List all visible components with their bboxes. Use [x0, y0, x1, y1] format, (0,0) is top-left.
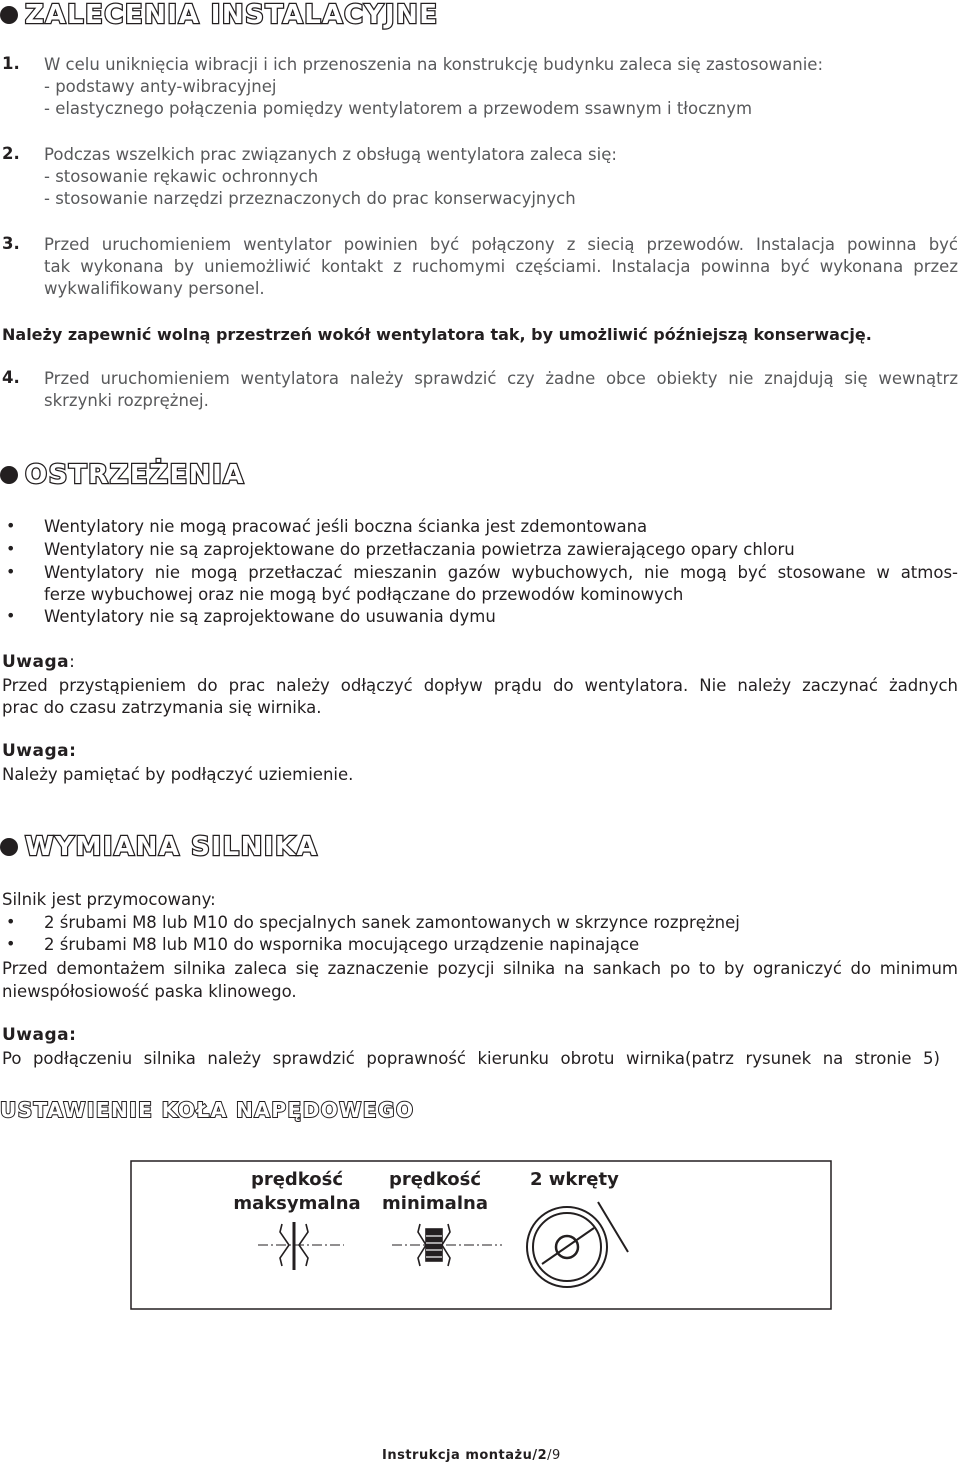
warning-4: Wentylatory nie są zaprojektowane do usuwania dymu [44, 607, 496, 626]
section-title-motor-replacement [0, 832, 318, 862]
warning-3-line-1: Wentylatory nie mogą przetłaczać mieszanin gazów wybuchowych, nie mogą być stosowane w atmos- [44, 563, 958, 582]
item-2-line-3: - stosowanie narzędzi przeznaczonych do prac konserwacyjnych [44, 189, 576, 208]
motor-note-line-1: Przed demontażem silnika zaleca się zaznaczenie pozycji silnika na sankach po to by ograniczyć do minimum [2, 959, 958, 978]
item-2-line-1: Podczas wszelkich prac związanych z obsługą wentylatora zaleca się: [44, 145, 617, 164]
bullet-icon: • [6, 562, 16, 581]
label-max-speed-2: maksymalna [233, 1193, 361, 1214]
motor-intro: Silnik jest przymocowany: [2, 890, 216, 909]
footer-page-number: 2 [537, 1448, 548, 1463]
warning-1: Wentylatory nie mogą pracować jeśli boczna ścianka jest zdemontowana [44, 517, 648, 536]
page-footer [382, 1448, 561, 1463]
item-number-2: 2. [2, 144, 20, 163]
note-3-text: Po podłączeniu silnika należy sprawdzić poprawność kierunku obrotu wirnika(patrz rysunek na stronie 5) [2, 1049, 940, 1068]
screw-pulley-front-icon [527, 1202, 628, 1287]
section-title-text: ZALECENIA INSTALACYJNE [25, 0, 439, 30]
motor-mount-1: 2 śrubami M8 lub M10 do specjalnych sanek zamontowanych w skrzynce rozprężnej [44, 913, 740, 932]
item-3-line-2: tak wykonana by uniemożliwić kontakt z ruchomymi częściami. Instalacja powinna być wykonana przez [44, 257, 958, 276]
item-4-line-2: skrzynki rozprężnej. [44, 391, 209, 410]
maintenance-space-note: Należy zapewnić wolną przestrzeń wokół wentylatora tak, by umożliwić późniejszą konserwację. [2, 325, 872, 344]
section-title-text: WYMIANA SILNIKA [25, 832, 319, 862]
bullet-icon: • [6, 516, 16, 535]
label-min-speed-2: minimalna [382, 1193, 488, 1214]
item-number-4: 4. [2, 368, 20, 387]
label-two-screws: 2 wkręty [530, 1169, 619, 1190]
label-max-speed-1: prędkość [250, 1169, 344, 1190]
section-bullet-icon [0, 6, 18, 24]
note-1-line-2: prac do czasu zatrzymania się wirnika. [2, 698, 322, 717]
pulley-max-speed-icon [258, 1222, 344, 1270]
motor-note-line-2: niewspółosiowość paska klinowego. [2, 982, 297, 1001]
note-label-2: Uwaga: [2, 741, 77, 761]
section-title-warnings [0, 460, 245, 490]
item-2-line-2: - stosowanie rękawic ochronnych [44, 167, 319, 186]
item-number-1: 1. [2, 54, 20, 73]
section-bullet-icon [0, 466, 18, 484]
label-min-speed-1: prędkość [388, 1169, 482, 1190]
bullet-icon: • [6, 934, 16, 953]
bullet-icon: • [6, 606, 16, 625]
note-label-1: Uwaga: [2, 652, 76, 672]
motor-mount-2: 2 śrubami M8 lub M10 do wspornika mocującego urządzenie napinające [44, 935, 640, 954]
section-title-drive-pulley: USTAWIENIE KOŁA NAPĘDOWEGO [0, 1098, 415, 1122]
note-2-text: Należy pamiętać by podłączyć uziemienie. [2, 765, 354, 784]
item-number-3: 3. [2, 234, 20, 253]
item-4-line-1: Przed uruchomieniem wentylatora należy sprawdzić czy żadne obce obiekty nie znajdują się wewnątrz [44, 369, 958, 388]
note-label-3: Uwaga: [2, 1025, 77, 1045]
section-title-installation [0, 0, 439, 30]
pulley-setting-figure [130, 1160, 832, 1310]
item-3-line-1: Przed uruchomieniem wentylator powinien być połączony z siecią przewodów. Instalacja powinna być [44, 235, 958, 254]
bullet-icon: • [6, 539, 16, 558]
warning-2: Wentylatory nie są zaprojektowane do przetłaczania powietrza zawierającego opary chloru [44, 540, 795, 559]
section-title-text: OSTRZEŻENIA [25, 460, 245, 490]
footer-title: Instrukcja montażu/ [382, 1448, 538, 1463]
section-bullet-icon [0, 838, 18, 856]
bullet-icon: • [6, 912, 16, 931]
item-1-line-1: W celu uniknięcia wibracji i ich przenoszenia na konstrukcję budynku zaleca się zastosowanie: [44, 55, 823, 74]
warning-3-line-2: ferze wybuchowej oraz nie mogą być podłączane do przewodów kominowych [44, 585, 684, 604]
item-1-line-3: - elastycznego połączenia pomiędzy wentylatorem a przewodem ssawnym i tłocznym [44, 99, 753, 118]
pulley-min-speed-icon [392, 1224, 502, 1266]
item-1-line-2: - podstawy anty-wibracyjnej [44, 77, 277, 96]
note-1-line-1: Przed przystąpieniem do prac należy odłączyć dopływ prądu do wentylatora. Nie należy zaczynać żadnych [2, 676, 958, 695]
item-3-line-3: wykwalifikowany personel. [44, 279, 265, 298]
footer-page-total: /9 [547, 1448, 561, 1463]
